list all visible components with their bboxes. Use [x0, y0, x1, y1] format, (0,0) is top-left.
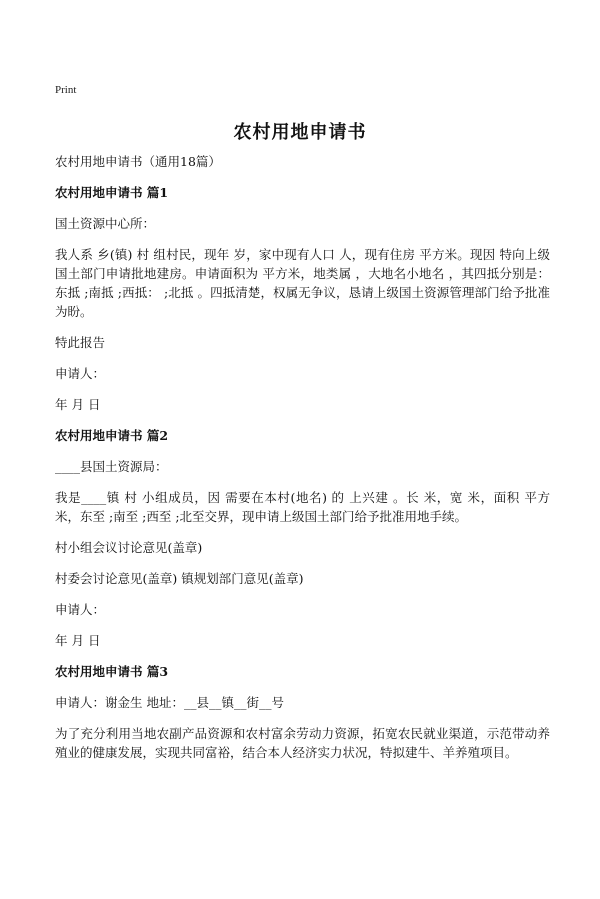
subtitle-paragraph: 农村用地申请书（通用18篇） — [55, 154, 221, 169]
document-title: 农村用地申请书 — [233, 122, 367, 143]
body-paragraph-2: 我是____镇 村 小组成员，因 需要在本村(地名) 的 上兴建 。长 米，宽 米，面积 平方米，东至 ;南至 ;西至 ;北至交界，现申请上级国土部门给予批准用地手续。 — [55, 490, 550, 524]
opinion-line-2: 村委会讨论意见(盖章) 镇规划部门意见(盖章) — [55, 571, 304, 586]
section-heading-3: 农村用地申请书 篇3 — [55, 664, 169, 679]
salutation-1: 国土资源中心所： — [55, 216, 156, 231]
date-line-2: 年 月 日 — [55, 633, 101, 648]
closing-line-1: 特此报告 — [55, 335, 106, 350]
applicant-line-1: 申请人： — [55, 366, 106, 381]
applicant-address-line: 申请人：谢金生 地址：__县__镇__街__号 — [55, 695, 284, 710]
salutation-2: ____县国土资源局： — [55, 459, 168, 474]
applicant-line-2: 申请人： — [55, 602, 106, 617]
opinion-line-1: 村小组会议讨论意见(盖章) — [55, 540, 203, 555]
body-paragraph-1: 我人系 乡(镇) 村 组村民，现年 岁，家中现有人口 人，现有住房 平方米。现因 特向上级国土部门申请批地建房。申请面积为 平方米，地类属 ，大地名小地名 ，其四抵分别是：东抵 ;南抵 ;西抵： ;北抵 。四抵清楚，权属无争议，恳请上级国土资源管理部门给予批准为盼。 — [55, 247, 550, 319]
section-heading-1: 农村用地申请书 篇1 — [55, 185, 169, 200]
body-paragraph-3: 为了充分利用当地农副产品资源和农村富余劳动力资源，拓宽农民就业渠道，示范带动养殖业的健康发展，实现共同富裕，结合本人经济实力状况，特拟建牛、羊养殖项目。 — [55, 726, 550, 760]
document-body — [55, 152, 550, 774]
date-line-1: 年 月 日 — [55, 397, 101, 412]
section-heading-2: 农村用地申请书 篇2 — [55, 428, 169, 443]
print-link[interactable]: Print — [55, 84, 77, 96]
